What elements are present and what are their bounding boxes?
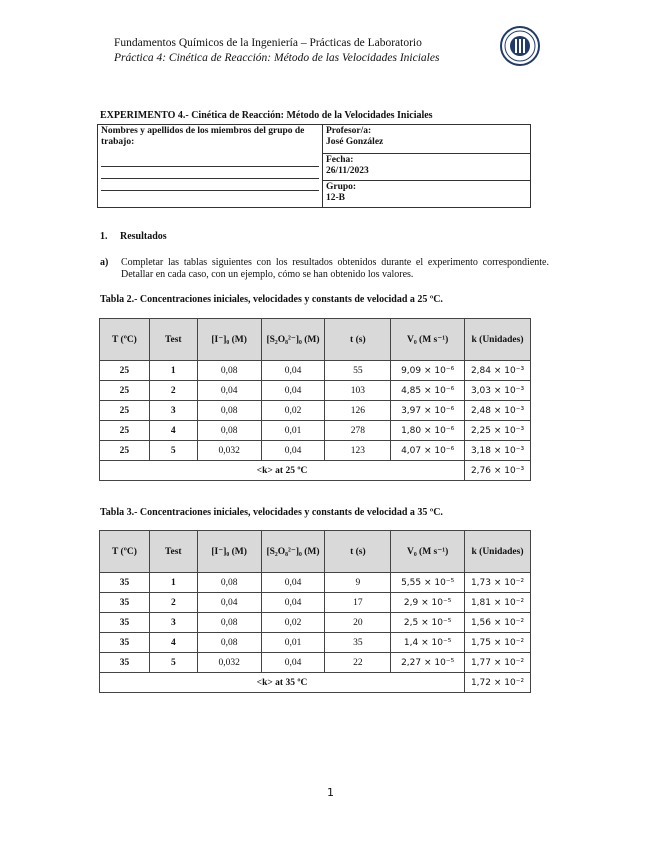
temp-cell[interactable]: 25	[100, 361, 150, 381]
table-row	[100, 593, 531, 613]
table-row	[100, 573, 531, 593]
group-cell	[323, 181, 531, 208]
col-header: [S₂O₈²⁻]₀ (M)	[261, 319, 325, 361]
experiment-title: EXPERIMENTO 4.- Cinética de Reacción: Método de la Velocidades Iniciales	[100, 110, 433, 121]
rate-cell[interactable]: 1,4 × 10⁻⁵	[391, 633, 465, 653]
header-practice-title: Práctica 4: Cinética de Reacción: Método de las Velocidades Iniciales	[114, 52, 440, 64]
table-row	[100, 381, 531, 401]
rate-cell[interactable]: 2,9 × 10⁻⁵	[391, 593, 465, 613]
k-cell[interactable]: 1,56 × 10⁻²	[465, 613, 531, 633]
col-header: T (ºC)	[100, 531, 150, 573]
persulfate-conc-cell[interactable]: 0,04	[261, 593, 325, 613]
persulfate-conc-cell[interactable]: 0,04	[261, 441, 325, 461]
test-cell[interactable]: 4	[149, 421, 197, 441]
rate-cell[interactable]: 4,07 × 10⁻⁶	[391, 441, 465, 461]
iodide-conc-cell[interactable]: 0,04	[197, 381, 261, 401]
col-header: k (Unidades)	[465, 531, 531, 573]
table-row	[100, 633, 531, 653]
persulfate-conc-cell[interactable]: 0,02	[261, 613, 325, 633]
k-cell[interactable]: 3,03 × 10⁻³	[465, 381, 531, 401]
time-cell[interactable]: 20	[325, 613, 391, 633]
rate-cell[interactable]: 2,27 × 10⁻⁵	[391, 653, 465, 673]
k-cell[interactable]: 1,73 × 10⁻²	[465, 573, 531, 593]
col-header: V₀ (M s⁻¹)	[391, 319, 465, 361]
iodide-conc-cell[interactable]: 0,08	[197, 421, 261, 441]
col-header: T (ºC)	[100, 319, 150, 361]
persulfate-conc-cell[interactable]: 0,01	[261, 633, 325, 653]
test-cell[interactable]: 5	[149, 441, 197, 461]
persulfate-conc-cell[interactable]: 0,01	[261, 421, 325, 441]
temp-cell[interactable]: 35	[100, 613, 150, 633]
professor-value: José González	[326, 137, 384, 147]
table-row	[100, 613, 531, 633]
member-name-line[interactable]	[101, 167, 319, 179]
page-number: 1	[327, 786, 334, 799]
section-title: Resultados	[120, 231, 167, 242]
time-cell[interactable]: 123	[325, 441, 391, 461]
test-cell[interactable]: 1	[149, 361, 197, 381]
members-cell	[98, 125, 323, 208]
col-header: Test	[149, 319, 197, 361]
col-header: t (s)	[325, 531, 391, 573]
time-cell[interactable]: 103	[325, 381, 391, 401]
table-row	[100, 421, 531, 441]
iodide-conc-cell[interactable]: 0,08	[197, 361, 261, 381]
rate-cell[interactable]: 1,80 × 10⁻⁶	[391, 421, 465, 441]
average-k-label: <k> at 25 ºC	[100, 461, 465, 481]
average-k-value[interactable]: 2,76 × 10⁻³	[465, 461, 531, 481]
temp-cell[interactable]: 25	[100, 381, 150, 401]
col-header: [I⁻]₀ (M)	[197, 319, 261, 361]
persulfate-conc-cell[interactable]: 0,04	[261, 653, 325, 673]
temp-cell[interactable]: 25	[100, 441, 150, 461]
average-k-label: <k> at 35 ºC	[100, 673, 465, 693]
time-cell[interactable]: 126	[325, 401, 391, 421]
average-row	[100, 461, 531, 481]
persulfate-conc-cell[interactable]: 0,04	[261, 361, 325, 381]
iodide-conc-cell[interactable]: 0,08	[197, 633, 261, 653]
k-cell[interactable]: 2,84 × 10⁻³	[465, 361, 531, 381]
iodide-conc-cell[interactable]: 0,08	[197, 401, 261, 421]
k-cell[interactable]: 1,77 × 10⁻²	[465, 653, 531, 673]
professor-label: Profesor/a:	[326, 126, 372, 136]
section-heading	[100, 231, 167, 242]
k-cell[interactable]: 1,75 × 10⁻²	[465, 633, 531, 653]
professor-cell	[323, 125, 531, 154]
members-label: Nombres y apellidos de los miembros del grupo de trabajo:	[101, 126, 305, 147]
temp-cell[interactable]: 35	[100, 593, 150, 613]
test-cell[interactable]: 1	[149, 573, 197, 593]
table-row	[100, 441, 531, 461]
persulfate-conc-cell[interactable]: 0,04	[261, 381, 325, 401]
time-cell[interactable]: 22	[325, 653, 391, 673]
temp-cell[interactable]: 35	[100, 653, 150, 673]
section-number: 1.	[100, 231, 108, 242]
table-row	[100, 361, 531, 381]
university-logo-icon	[500, 26, 540, 66]
results-table-35c	[99, 530, 531, 693]
time-cell[interactable]: 278	[325, 421, 391, 441]
col-header: Test	[149, 531, 197, 573]
col-header: [S₂O₈²⁻]₀ (M)	[261, 531, 325, 573]
test-cell[interactable]: 2	[149, 381, 197, 401]
table2-caption: Tabla 2.- Concentraciones iniciales, velocidades y constants de velocidad a 25 ºC.	[100, 294, 443, 305]
table3-caption: Tabla 3.- Concentraciones iniciales, velocidades y constants de velocidad a 35 ºC.	[100, 507, 443, 518]
date-label: Fecha:	[326, 155, 354, 165]
time-cell[interactable]: 9	[325, 573, 391, 593]
test-cell[interactable]: 4	[149, 633, 197, 653]
test-cell[interactable]: 3	[149, 401, 197, 421]
k-cell[interactable]: 2,25 × 10⁻³	[465, 421, 531, 441]
time-cell[interactable]: 55	[325, 361, 391, 381]
rate-cell[interactable]: 9,09 × 10⁻⁶	[391, 361, 465, 381]
item-instructions: Completar las tablas siguientes con los resultados obtenidos durante el experimento correspondiente. Detallar en cada caso, con un ejemplo, cómo se han obtenido los valores.	[121, 257, 549, 280]
temp-cell[interactable]: 35	[100, 573, 150, 593]
date-cell	[323, 154, 531, 181]
table-row	[100, 653, 531, 673]
k-cell[interactable]: 3,18 × 10⁻³	[465, 441, 531, 461]
time-cell[interactable]: 35	[325, 633, 391, 653]
header-course-title: Fundamentos Químicos de la Ingeniería – Prácticas de Laboratorio	[114, 37, 422, 49]
iodide-conc-cell[interactable]: 0,08	[197, 573, 261, 593]
time-cell[interactable]: 17	[325, 593, 391, 613]
member-name-line[interactable]	[101, 179, 319, 191]
rate-cell[interactable]: 2,5 × 10⁻⁵	[391, 613, 465, 633]
table-row	[100, 401, 531, 421]
k-cell[interactable]: 2,48 × 10⁻³	[465, 401, 531, 421]
table-header-row	[100, 319, 531, 361]
test-cell[interactable]: 5	[149, 653, 197, 673]
rate-cell[interactable]: 5,55 × 10⁻⁵	[391, 573, 465, 593]
date-value: 26/11/2023	[326, 166, 369, 176]
temp-cell[interactable]: 25	[100, 401, 150, 421]
col-header: [I⁻]₀ (M)	[197, 531, 261, 573]
results-table-25c	[99, 318, 531, 481]
rate-cell[interactable]: 3,97 × 10⁻⁶	[391, 401, 465, 421]
temp-cell[interactable]: 35	[100, 633, 150, 653]
iodide-conc-cell[interactable]: 0,032	[197, 653, 261, 673]
rate-cell[interactable]: 4,85 × 10⁻⁶	[391, 381, 465, 401]
test-cell[interactable]: 3	[149, 613, 197, 633]
temp-cell[interactable]: 25	[100, 421, 150, 441]
average-k-value[interactable]: 1,72 × 10⁻²	[465, 673, 531, 693]
average-row	[100, 673, 531, 693]
col-header: k (Unidades)	[465, 319, 531, 361]
item-label: a)	[100, 257, 109, 268]
test-cell[interactable]: 2	[149, 593, 197, 613]
iodide-conc-cell[interactable]: 0,04	[197, 593, 261, 613]
k-cell[interactable]: 1,81 × 10⁻²	[465, 593, 531, 613]
iodide-conc-cell[interactable]: 0,08	[197, 613, 261, 633]
group-label: Grupo:	[326, 182, 357, 192]
persulfate-conc-cell[interactable]: 0,04	[261, 573, 325, 593]
group-info-box	[97, 124, 531, 208]
group-value: 12-B	[326, 193, 345, 203]
persulfate-conc-cell[interactable]: 0,02	[261, 401, 325, 421]
member-name-line[interactable]	[101, 150, 319, 167]
col-header: t (s)	[325, 319, 391, 361]
col-header: V₀ (M s⁻¹)	[391, 531, 465, 573]
table-header-row	[100, 531, 531, 573]
iodide-conc-cell[interactable]: 0,032	[197, 441, 261, 461]
